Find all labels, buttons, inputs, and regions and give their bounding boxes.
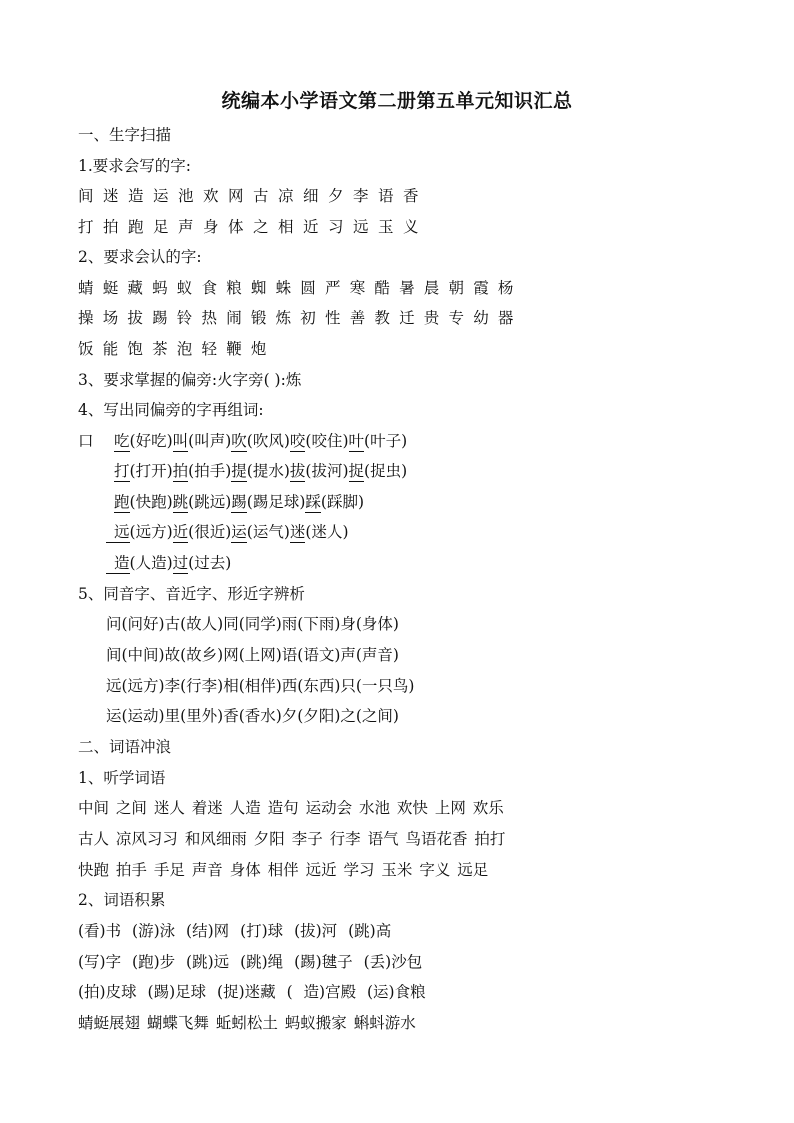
group-word: (迷人)	[305, 523, 349, 541]
group-word: (踩脚)	[320, 493, 364, 511]
listen-words-row-1: 中间 之间 迷人 着迷 人造 造句 运动会 水池 欢快 上网 欢乐	[78, 799, 504, 817]
group-char: 吃	[114, 432, 130, 450]
group-char: 捉	[348, 462, 365, 480]
group-word: (过去)	[188, 554, 232, 572]
listen-words-label: 1、听学词语	[78, 769, 166, 787]
group-char: 拍	[172, 462, 189, 480]
recognize-chars-row-1: 蜻蜓藏蚂蚁食粮蜘蛛圆严寒酷暑晨朝霞杨	[78, 279, 523, 297]
group-word: (运气)	[246, 523, 290, 541]
group-word: (咬住)	[305, 432, 349, 450]
radical-item: 3、要求掌握的偏旁:火字旁( ):炼	[78, 371, 302, 389]
group-word: (很近)	[188, 523, 232, 541]
group-word: (远方)	[129, 523, 173, 541]
word-accumulation-label: 2、词语积累	[78, 891, 166, 909]
group-char: 叫	[172, 432, 189, 450]
group-char: 打	[114, 462, 130, 480]
recognize-chars-label: 2、要求会认的字:	[78, 248, 202, 266]
section-1-heading: 一、生字扫描	[78, 126, 172, 144]
write-chars-row-1: 间迷造运池欢网古凉细夕李语香	[78, 187, 429, 205]
group-char: 踢	[231, 493, 247, 511]
word-accumulation-row-3: (拍)皮球 (踢)足球 (捉)迷藏 ( 造)宫殿 (运)食粮	[78, 983, 426, 1001]
group-word: (吹风)	[246, 432, 290, 450]
group-char: 远	[106, 523, 130, 543]
group-char: 咬	[289, 432, 306, 450]
radical-group-row-3	[114, 489, 364, 515]
recognize-chars-row-2: 操场拔踢铃热闹锻炼初性善教迁贵专幼器	[78, 309, 523, 327]
group-word: (提水)	[246, 462, 290, 480]
group-word: (拍手)	[188, 462, 232, 480]
group-char: 过	[172, 554, 189, 572]
homophones-label: 5、同音字、音近字、形近字辨析	[78, 585, 305, 603]
word-accumulation-row-4: 蜻蜓展翅 蝴蝶飞舞 蚯蚓松土 蚂蚁搬家 蝌蚪游水	[78, 1014, 416, 1032]
group-word: (捉虫)	[364, 462, 408, 480]
homophones-row-2: 间(中间)故(故乡)网(上网)语(语文)声(声音)	[106, 646, 399, 664]
radical-group-row-1	[78, 428, 407, 454]
homophones-row-1: 问(问好)古(故人)同(同学)雨(下雨)身(身体)	[106, 615, 399, 633]
radical-group-row-5	[106, 550, 231, 576]
radical-group-row-2	[114, 458, 407, 484]
word-accumulation-row-1: (看)书 (游)泳 (结)网 (打)球 (拔)河 (跳)高	[78, 922, 392, 940]
group-char: 运	[231, 523, 247, 541]
group-char: 跑	[114, 493, 130, 511]
recognize-chars-row-3: 饭能饱茶泡轻鞭炮	[78, 340, 276, 358]
group-char: 跳	[172, 493, 189, 511]
group-word: (打开)	[129, 462, 173, 480]
group-char: 近	[172, 523, 189, 541]
group-word: (跳远)	[188, 493, 232, 511]
page-title: 统编本小学语文第二册第五单元知识汇总	[221, 90, 573, 112]
group-word: (人造)	[129, 554, 173, 572]
listen-words-row-2: 古人 凉风习习 和风细雨 夕阳 李子 行李 语气 鸟语花香 拍打	[78, 830, 506, 848]
group-char: 提	[231, 462, 247, 480]
group-word: (快跑)	[129, 493, 173, 511]
section-2-heading: 二、词语冲浪	[78, 738, 172, 756]
radical-group-row-4	[106, 519, 349, 545]
group-word: (叶子)	[364, 432, 408, 450]
group-char: 迷	[289, 523, 306, 541]
radical-groups-label: 4、写出同偏旁的字再组词:	[78, 401, 264, 419]
mouth-radical-label: 口	[78, 432, 94, 450]
word-accumulation-row-2: (写)字 (跑)步 (跳)远 (跳)绳 (踢)毽子 (丢)沙包	[78, 953, 423, 971]
group-char: 吹	[231, 432, 247, 450]
group-word: (叫声)	[188, 432, 232, 450]
group-char: 叶	[348, 432, 365, 450]
homophones-row-3: 远(远方)李(行李)相(相伴)西(东西)只(一只鸟)	[106, 677, 415, 695]
homophones-row-4: 运(运动)里(里外)香(香水)夕(夕阳)之(之间)	[106, 707, 399, 725]
group-char: 造	[106, 554, 130, 574]
write-chars-label: 1.要求会写的字:	[78, 157, 192, 175]
group-char: 拔	[289, 462, 306, 480]
listen-words-row-3: 快跑 拍手 手足 声音 身体 相伴 远近 学习 玉米 字义 远足	[78, 861, 489, 879]
write-chars-row-2: 打拍跑足声身体之相近习远玉义	[78, 218, 429, 236]
group-word: (好吃)	[129, 432, 173, 450]
group-word: (拔河)	[305, 462, 349, 480]
group-char: 踩	[305, 493, 321, 511]
group-word: (踢足球)	[246, 493, 306, 511]
